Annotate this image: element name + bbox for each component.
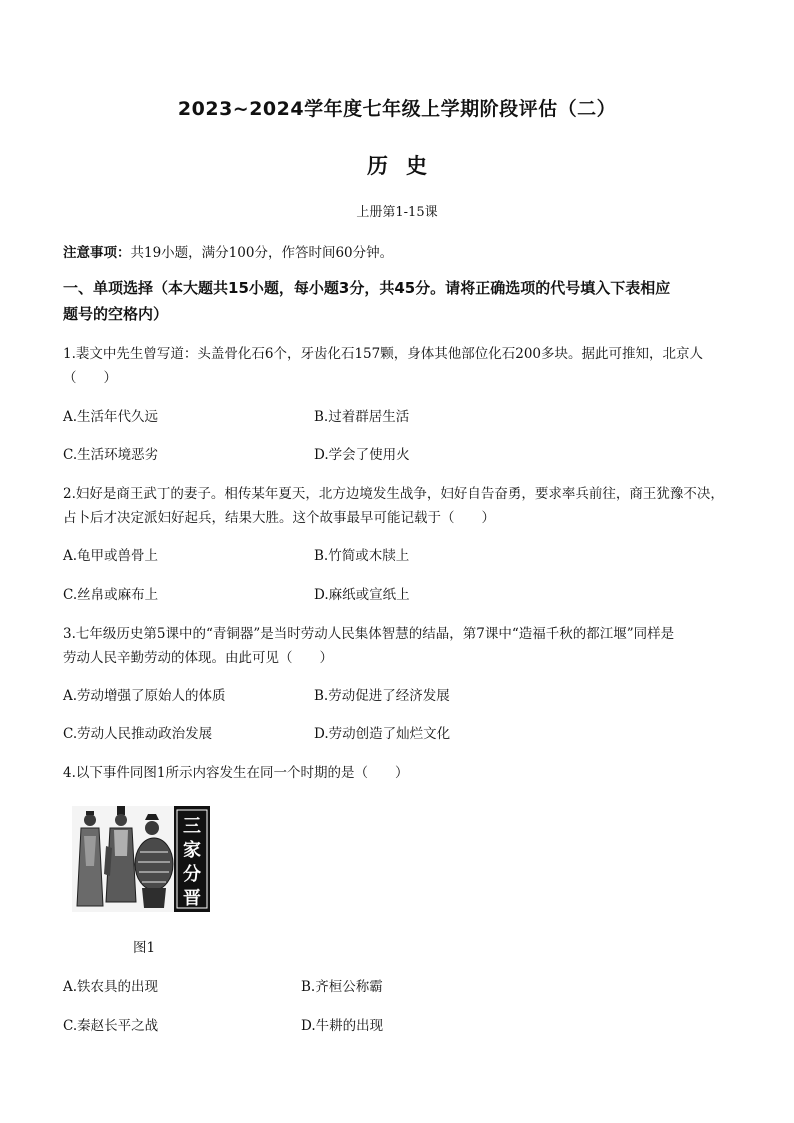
figure-banner-char-1: 三 (183, 816, 201, 837)
section-heading-line-1: 一、单项选择（本大题共15小题，每小题3分，共45分。请将正确选项的代号填入下表相应 (63, 279, 671, 297)
question-2-line-1: 2.妇好是商王武丁的妻子。相传某年夏天，北方边境发生战争，妇好自告奋勇，要求率兵前往，商王犹豫不决， (63, 486, 724, 502)
figure-banner-char-3: 分 (183, 864, 201, 885)
question-4-line-1: 4.以下事件同图1所示内容发生在同一个时期的是（ ） (63, 765, 409, 781)
question-2-option-a[interactable]: A.龟甲或兽骨上 (63, 548, 159, 564)
figure-1-caption: 图1 (133, 940, 156, 956)
question-4-option-a[interactable]: A.铁农具的出现 (63, 979, 159, 995)
question-4-option-c[interactable]: C.秦赵长平之战 (63, 1018, 159, 1034)
question-3-option-a[interactable]: A.劳动增强了原始人的体质 (63, 688, 226, 704)
question-1-option-c[interactable]: C.生活环境恶劣 (63, 447, 159, 463)
question-1-option-a[interactable]: A.生活年代久远 (63, 409, 159, 425)
question-4-option-d[interactable]: D.牛耕的出现 (301, 1018, 384, 1034)
three-families-illustration (72, 806, 210, 912)
question-1-line-2: （ ） (63, 370, 117, 386)
question-3-option-d[interactable]: D.劳动创造了灿烂文化 (314, 726, 451, 742)
question-1-line-1: 1.裴文中先生曾写道：头盖骨化石6个，牙齿化石157颗，身体其他部位化石200多块。据此可推知，北京人 (63, 346, 704, 362)
scope-subtitle: 上册第1-15课 (356, 205, 438, 220)
question-2-option-d[interactable]: D.麻纸或宣纸上 (314, 587, 410, 603)
subject-heading: 历史 (367, 154, 445, 178)
notice-line (63, 241, 393, 261)
question-2-option-c[interactable]: C.丝帛或麻布上 (63, 587, 159, 603)
figure-banner-char-4: 晋 (183, 888, 201, 909)
page-title: 2023~2024学年度七年级上学期阶段评估（二） (177, 98, 617, 120)
question-3-line-1: 3.七年级历史第5课中的“青铜器”是当时劳动人民集体智慧的结晶，第7课中“造福千秋的都江堰”同样是 (63, 626, 675, 642)
question-3-line-2: 劳动人民辛勤劳动的体现。由此可见（ ） (63, 650, 333, 666)
question-3-option-b[interactable]: B.劳动促进了经济发展 (314, 688, 450, 704)
question-1-option-b[interactable]: B.过着群居生活 (314, 409, 410, 425)
figure-banner-char-2: 家 (183, 840, 201, 861)
question-2-option-b[interactable]: B.竹简或木牍上 (314, 548, 410, 564)
question-2-line-2: 占卜后才决定派妇好起兵，结果大胜。这个故事最早可能记载于（ ） (63, 510, 495, 526)
section-heading-line-2: 题号的空格内） (63, 305, 169, 323)
figure-1-illustration (72, 806, 210, 912)
notice-label: 注意事项： (63, 245, 131, 261)
notice-text: 共19小题，满分100分，作答时间60分钟。 (130, 245, 394, 261)
question-1-option-d[interactable]: D.学会了使用火 (314, 447, 410, 463)
question-4-option-b[interactable]: B.齐桓公称霸 (301, 979, 383, 995)
question-3-option-c[interactable]: C.劳动人民推动政治发展 (63, 726, 213, 742)
